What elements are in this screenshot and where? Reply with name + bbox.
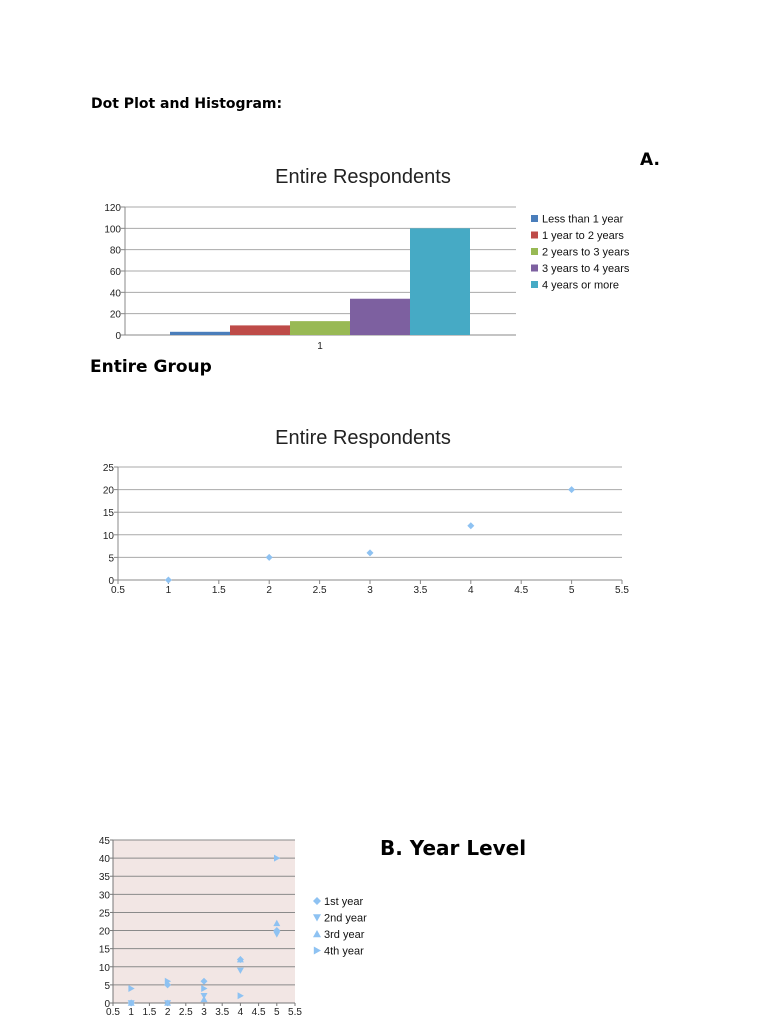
year-level-x-tick: 3.5 (215, 1007, 230, 1018)
dot-plot-y-tick: 0 (108, 576, 114, 587)
year-level-x-tick: 2.5 (178, 1007, 193, 1018)
dot-plot-point (367, 549, 374, 556)
year-level-x-tick: 4 (237, 1007, 244, 1018)
year-level-y-tick: 10 (98, 962, 110, 974)
dot-plot-y-tick: 5 (108, 553, 114, 565)
histogram-y-tick: 20 (109, 309, 121, 321)
histogram-legend-swatch (531, 215, 538, 222)
year-level-legend-label: 3rd year (324, 929, 365, 941)
histogram-legend-label: 1 year to 2 years (542, 230, 624, 242)
year-level-y-tick: 30 (98, 890, 110, 902)
histogram-y-tick: 40 (109, 288, 121, 300)
dot-plot-point (467, 522, 474, 529)
histogram-x-tick: 1 (317, 341, 323, 352)
dot-plot (103, 427, 630, 596)
histogram-legend-swatch (531, 281, 538, 288)
histogram-legend-label: Less than 1 year (542, 213, 624, 226)
histogram-y-tick: 60 (109, 267, 121, 278)
dot-plot-point (568, 486, 575, 493)
year-level-y-tick: 45 (98, 836, 110, 847)
dot-plot-x-tick: 5 (568, 585, 575, 596)
year-level-y-tick: 25 (98, 908, 110, 920)
year-level-legend-marker (313, 897, 321, 905)
histogram-bar (410, 228, 470, 335)
dot-plot-x-tick: 2.5 (312, 585, 327, 596)
histogram-y-tick: 0 (115, 331, 121, 342)
dot-plot-y-tick: 10 (102, 530, 114, 542)
group-heading: Entire Group (90, 357, 212, 377)
year-level-y-tick: 35 (98, 872, 110, 884)
year-level-legend-marker (313, 930, 321, 937)
year-level-x-tick: 5 (274, 1007, 280, 1018)
year-level-y-tick: 5 (104, 980, 110, 992)
histogram-y-tick: 120 (104, 203, 121, 214)
dot-plot-x-tick: 0.5 (111, 585, 125, 596)
year-level-legend-marker (314, 947, 321, 955)
year-level-x-tick: 3 (201, 1007, 207, 1018)
dot-plot-x-tick: 5.5 (615, 585, 629, 596)
histogram-legend-swatch (531, 232, 538, 239)
histogram-y-tick: 80 (109, 245, 121, 257)
dot-plot-x-tick: 1.5 (211, 585, 226, 596)
histogram-plot (104, 166, 630, 352)
year-level-y-tick: 15 (98, 944, 110, 956)
year-level-y-tick: 20 (98, 926, 110, 938)
histogram-bar (170, 332, 230, 335)
year-level-chart (99, 836, 367, 1018)
dot-plot-x-tick: 4.5 (514, 585, 529, 596)
year-level-legend-label: 1st year (324, 896, 364, 908)
section-a-label: A. (640, 150, 660, 170)
dot-plot-x-tick: 1 (165, 585, 172, 596)
year-level-x-tick: 1.5 (142, 1007, 157, 1018)
year-level-legend-label: 4th year (324, 945, 364, 958)
year-level-y-tick: 0 (104, 999, 110, 1010)
histogram-legend-swatch (531, 265, 538, 272)
histogram-legend-label: 3 years to 4 years (542, 263, 630, 275)
dot-plot-x-tick: 3 (367, 585, 373, 596)
histogram-y-tick: 100 (104, 224, 121, 236)
year-level-x-tick: 0.5 (106, 1007, 120, 1018)
year-level-legend-label: 2nd year (324, 912, 367, 925)
histogram-legend-swatch (531, 248, 538, 255)
histogram-legend-label: 2 years to 3 years (542, 246, 630, 259)
dot-plot-point (165, 577, 172, 584)
year-level-x-tick: 5.5 (288, 1007, 302, 1018)
year-level-y-tick: 40 (98, 854, 110, 866)
year-level-x-tick: 1 (128, 1007, 134, 1018)
dot-plot-point (266, 554, 273, 561)
dot-plot-y-tick: 15 (102, 508, 114, 520)
histogram-legend-label: 4 years or more (542, 279, 620, 292)
dot-plot-x-tick: 3.5 (413, 585, 428, 596)
dot-plot-title: Entire Respondents (275, 427, 451, 449)
dot-plot-x-tick: 2 (266, 585, 272, 596)
dot-plot-x-tick: 4 (468, 585, 474, 596)
year-level-x-tick: 4.5 (251, 1007, 266, 1018)
dot-plot-y-tick: 25 (102, 463, 114, 474)
dot-plot-y-tick: 20 (102, 485, 114, 497)
year-level-legend-marker (313, 914, 321, 921)
histogram-bar (290, 321, 350, 335)
histogram-title: Entire Respondents (275, 166, 451, 188)
year-level-x-tick: 2 (164, 1007, 171, 1018)
page-heading: Dot Plot and Histogram: (91, 96, 283, 112)
histogram-bar (230, 325, 290, 335)
histogram-bar (350, 299, 410, 335)
section-b-label: B. Year Level (380, 836, 527, 860)
